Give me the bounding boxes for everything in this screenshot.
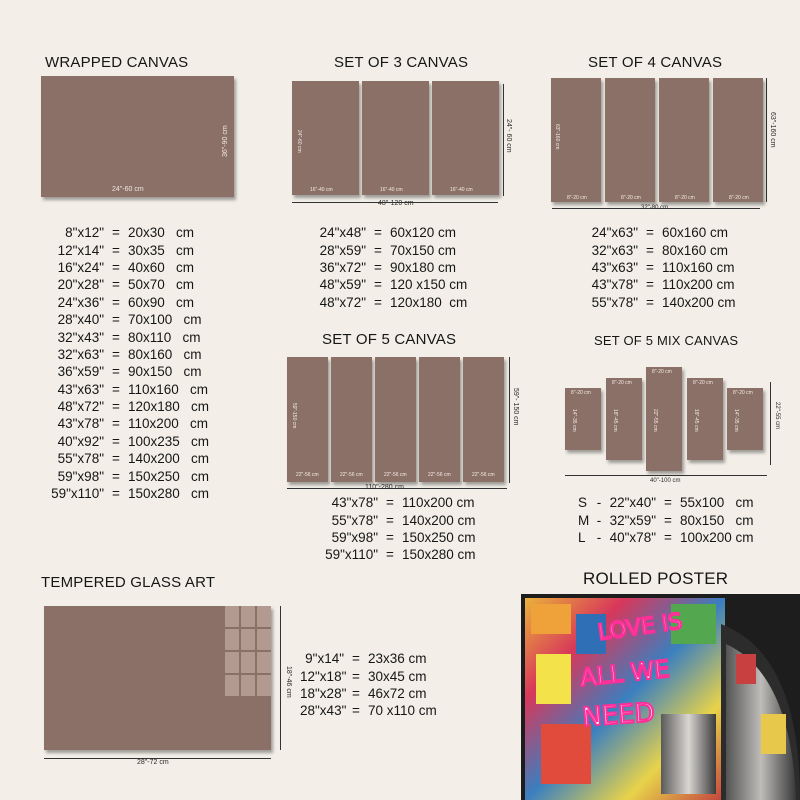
size-row bbox=[48, 328, 248, 345]
size-inches: 18"x28" bbox=[300, 685, 347, 701]
poster-text-line-3: NEED bbox=[581, 698, 656, 733]
set5-panel-width-label: 22"-56 cm bbox=[384, 472, 407, 478]
set5-panel-width-label: 22"-56 cm bbox=[340, 472, 363, 478]
size-cm: 120x180 cm bbox=[390, 294, 468, 310]
size-row bbox=[578, 511, 780, 528]
set5-size-list bbox=[318, 494, 522, 564]
size-cm: 90x180 cm bbox=[390, 259, 457, 275]
mix-height-line bbox=[770, 382, 771, 465]
size-row bbox=[48, 381, 248, 398]
size-equals: = bbox=[112, 312, 120, 328]
size-row bbox=[48, 311, 248, 328]
size-row bbox=[590, 294, 772, 311]
size-inches: 59"x98" bbox=[57, 468, 104, 484]
size-row bbox=[318, 529, 522, 546]
glass-height-line bbox=[280, 606, 281, 750]
size-inches: 28"x59" bbox=[319, 242, 366, 258]
size-equals: = bbox=[646, 242, 654, 258]
size-equals: = bbox=[112, 277, 120, 293]
size-equals: = bbox=[352, 668, 360, 684]
set4-panel-width-label: 8"-20 cm bbox=[729, 195, 749, 201]
size-inches: 32"x59" bbox=[609, 512, 656, 528]
size-inches: 12"x14" bbox=[57, 242, 104, 258]
size-cm: 60x120 cm bbox=[390, 225, 457, 241]
size-inches: 36"x59" bbox=[57, 364, 104, 380]
glass-width-label: 28"-72 cm bbox=[137, 759, 169, 766]
size-inches: 16"x24" bbox=[57, 259, 104, 275]
size-equals: = bbox=[664, 495, 672, 511]
size-inches: 43"x78" bbox=[331, 495, 378, 511]
poster-text-line-2: ALL WE bbox=[578, 654, 671, 692]
size-cm: 50x70 cm bbox=[128, 277, 195, 293]
size-cm: 110x200 cm bbox=[662, 277, 735, 293]
size-inches: 59"x98" bbox=[331, 529, 378, 545]
size-inches: 32"x63" bbox=[591, 242, 638, 258]
size-equals: = bbox=[664, 529, 672, 545]
size-inches: 43"x63" bbox=[591, 259, 638, 275]
set5-panel-width-label: 22"-56 cm bbox=[296, 472, 319, 478]
size-inches: 48"x59" bbox=[319, 277, 366, 293]
mix-size-list bbox=[578, 494, 780, 546]
size-equals: = bbox=[374, 242, 382, 258]
size-row bbox=[300, 650, 478, 667]
size-cm: 140x200 cm bbox=[128, 451, 210, 467]
size-equals: = bbox=[374, 259, 382, 275]
size-separator: - bbox=[596, 512, 602, 528]
set3-height-line bbox=[503, 84, 504, 196]
set3-title: SET OF 3 CANVAS bbox=[334, 54, 469, 71]
set5-panel-width-label: 22"-56 cm bbox=[472, 472, 495, 478]
mix-panel-width-label: 8"-20 cm bbox=[612, 380, 632, 386]
size-row bbox=[318, 224, 500, 241]
size-inches: 32"x43" bbox=[57, 329, 104, 345]
size-row bbox=[300, 685, 478, 702]
size-equals: = bbox=[112, 416, 120, 432]
size-cm: 150x280 cm bbox=[128, 486, 210, 502]
set4-panel-width-label: 8"-20 cm bbox=[567, 195, 587, 201]
size-row bbox=[48, 450, 248, 467]
size-inches: 40"x78" bbox=[609, 529, 656, 545]
size-equals: = bbox=[646, 225, 654, 241]
size-row bbox=[590, 241, 772, 258]
size-row bbox=[48, 415, 248, 432]
size-letter: S bbox=[578, 495, 588, 511]
poster-text-line-1: LOVE IS bbox=[596, 609, 684, 646]
set5-panel-width-label: 22"-56 cm bbox=[428, 472, 451, 478]
set4-height-line bbox=[766, 78, 767, 202]
size-inches: 43"x78" bbox=[57, 416, 104, 432]
size-row bbox=[318, 241, 500, 258]
size-equals: = bbox=[112, 433, 120, 449]
size-cm: 150x280 cm bbox=[402, 547, 476, 563]
mix-panel-width-label: 8"-20 cm bbox=[571, 390, 591, 396]
size-cm: 20x30 cm bbox=[128, 225, 195, 241]
set5-panel bbox=[463, 357, 504, 482]
size-row bbox=[318, 546, 522, 563]
size-equals: = bbox=[112, 329, 120, 345]
size-cm: 60x160 cm bbox=[662, 225, 729, 241]
size-equals: = bbox=[112, 468, 120, 484]
size-cm: 150x250 cm bbox=[128, 468, 210, 484]
size-row bbox=[578, 529, 780, 546]
mix-panel-height-label: 18"-45 cm bbox=[693, 409, 699, 432]
rolled-poster-image bbox=[521, 594, 800, 800]
size-equals: = bbox=[112, 346, 120, 362]
size-cm: 140x200 cm bbox=[662, 294, 736, 310]
size-equals: = bbox=[352, 651, 360, 667]
set3-total-width-label: 48"-120 cm bbox=[378, 200, 414, 207]
size-equals: = bbox=[112, 486, 120, 502]
size-equals: = bbox=[646, 277, 654, 293]
set3-size-list bbox=[318, 224, 500, 311]
wrapped-width-label: 24"-60 cm bbox=[112, 186, 144, 193]
size-row bbox=[318, 259, 500, 276]
size-inches: 20"x28" bbox=[57, 277, 104, 293]
size-inches: 32"x63" bbox=[57, 346, 104, 362]
size-row bbox=[578, 494, 780, 511]
size-cm: 30x35 cm bbox=[128, 242, 195, 258]
size-row bbox=[48, 294, 248, 311]
size-equals: = bbox=[112, 364, 120, 380]
size-inches: 12"x18" bbox=[300, 668, 347, 684]
size-cm: 80x160 cm bbox=[662, 242, 729, 258]
glass-reflection bbox=[225, 606, 271, 696]
size-equals: = bbox=[112, 242, 120, 258]
mix-panel-width-label: 8"-20 cm bbox=[693, 380, 713, 386]
size-cm: 150x250 cm bbox=[402, 529, 476, 545]
set4-panel-width-label: 8"-20 cm bbox=[621, 195, 641, 201]
size-equals: = bbox=[646, 294, 654, 310]
size-cm: 40x60 cm bbox=[128, 259, 195, 275]
mix-width-line bbox=[565, 475, 767, 476]
set5-panel bbox=[375, 357, 416, 482]
size-row bbox=[48, 485, 248, 502]
set5-panel bbox=[419, 357, 460, 482]
size-row bbox=[48, 363, 248, 380]
set4-panel bbox=[659, 78, 709, 202]
size-inches: 9"x14" bbox=[305, 651, 344, 667]
set3-panel-width-label: 16"-40 cm bbox=[310, 187, 333, 193]
set4-panel-height-label: 63"-160 cm bbox=[554, 124, 560, 150]
set3-total-height-label: 24"- 60 cm bbox=[505, 119, 512, 153]
size-inches: 28"x43" bbox=[300, 703, 347, 719]
size-cm: 120 x150 cm bbox=[390, 277, 468, 293]
size-equals: = bbox=[112, 259, 120, 275]
size-equals: = bbox=[386, 495, 394, 511]
size-inches: 55"x78" bbox=[591, 294, 638, 310]
set3-panel-width-label: 16"-40 cm bbox=[450, 187, 473, 193]
size-row bbox=[590, 224, 772, 241]
size-equals: = bbox=[374, 225, 382, 241]
size-cm: 110x200 cm bbox=[402, 495, 475, 511]
size-cm: 110x200 cm bbox=[128, 416, 209, 432]
size-row bbox=[318, 511, 522, 528]
set3-panel bbox=[432, 81, 499, 195]
set3-panel bbox=[292, 81, 359, 195]
size-separator: - bbox=[596, 495, 602, 511]
set4-panel bbox=[713, 78, 763, 202]
size-letter: M bbox=[578, 512, 590, 528]
set4-title: SET OF 4 CANVAS bbox=[588, 54, 723, 71]
mix-title: SET OF 5 MIX CANVAS bbox=[594, 333, 739, 348]
size-cm: 30x45 cm bbox=[368, 668, 427, 684]
size-row bbox=[48, 241, 248, 258]
set4-size-list bbox=[590, 224, 772, 311]
size-inches: 40"x92" bbox=[57, 433, 104, 449]
size-inches: 24"x63" bbox=[591, 225, 638, 241]
size-equals: = bbox=[112, 225, 120, 241]
size-cm: 80x110 cm bbox=[128, 329, 201, 345]
size-equals: = bbox=[112, 381, 120, 397]
glass-title: TEMPERED GLASS ART bbox=[41, 574, 216, 591]
set3-panel bbox=[362, 81, 429, 195]
size-inches: 59"x110" bbox=[325, 547, 378, 563]
set5-height-line bbox=[509, 357, 510, 483]
mix-panel-width-label: 8"-20 cm bbox=[652, 369, 672, 375]
size-equals: = bbox=[386, 547, 394, 563]
size-cm: 55x100 cm bbox=[680, 495, 754, 511]
size-inches: 24"x48" bbox=[319, 225, 366, 241]
size-row bbox=[48, 276, 248, 293]
size-letter: L bbox=[578, 529, 586, 545]
size-inches: 48"x72" bbox=[57, 399, 104, 415]
glass-height-label: 18"-46 cm bbox=[285, 666, 292, 698]
size-row bbox=[48, 259, 248, 276]
size-inches: 43"x78" bbox=[591, 277, 638, 293]
size-equals: = bbox=[352, 685, 360, 701]
size-row bbox=[590, 276, 772, 293]
size-cm: 23x36 cm bbox=[368, 651, 427, 667]
set4-total-height-label: 63"-160 cm bbox=[769, 112, 776, 148]
size-row bbox=[590, 259, 772, 276]
size-row bbox=[48, 398, 248, 415]
size-equals: = bbox=[374, 294, 382, 310]
size-equals: = bbox=[352, 703, 360, 719]
wrapped-size-list bbox=[48, 224, 248, 502]
size-equals: = bbox=[664, 512, 672, 528]
size-equals: = bbox=[112, 399, 120, 415]
mix-panel-width-label: 8"-20 cm bbox=[733, 390, 753, 396]
set5-total-height-label: 59"- 150 cm bbox=[512, 388, 519, 426]
size-equals: = bbox=[112, 294, 120, 310]
size-cm: 46x72 cm bbox=[368, 685, 427, 701]
size-equals: = bbox=[112, 451, 120, 467]
size-row bbox=[48, 433, 248, 450]
size-row bbox=[318, 294, 500, 311]
size-cm: 110x160 cm bbox=[662, 259, 735, 275]
size-inches: 43"x63" bbox=[57, 381, 104, 397]
size-row bbox=[318, 494, 522, 511]
size-row bbox=[300, 702, 478, 719]
size-cm: 80x160 cm bbox=[128, 346, 202, 362]
set3-panel-width-label: 16"-40 cm bbox=[380, 187, 403, 193]
size-equals: = bbox=[374, 277, 382, 293]
wrapped-canvas-preview bbox=[41, 76, 234, 197]
size-equals: = bbox=[386, 512, 394, 528]
size-equals: = bbox=[386, 529, 394, 545]
set5-title: SET OF 5 CANVAS bbox=[322, 331, 457, 348]
size-cm: 120x180 cm bbox=[128, 399, 210, 415]
mix-total-width-label: 40"-100 cm bbox=[650, 478, 681, 484]
size-cm: 80x150 cm bbox=[680, 512, 754, 528]
set3-panel-height-label: 24"-60 cm bbox=[296, 130, 302, 153]
size-inches: 48"x72" bbox=[319, 294, 366, 310]
wrapped-height-label: 36"-90 cm bbox=[222, 125, 229, 157]
size-row bbox=[48, 224, 248, 241]
size-inches: 55"x78" bbox=[331, 512, 378, 528]
size-inches: 8"x12" bbox=[65, 225, 104, 241]
size-cm: 110x160 cm bbox=[128, 381, 209, 397]
size-cm: 100x235 cm bbox=[128, 433, 210, 449]
set4-panel-width-label: 8"-20 cm bbox=[675, 195, 695, 201]
mix-total-height-label: 22"-55 cm bbox=[774, 402, 780, 430]
set4-panel bbox=[605, 78, 655, 202]
size-inches: 59"x110" bbox=[51, 486, 104, 502]
size-row bbox=[48, 467, 248, 484]
size-row bbox=[300, 667, 478, 684]
mix-panel-height-label: 18"-45 cm bbox=[612, 409, 618, 432]
size-inches: 36"x72" bbox=[319, 259, 366, 275]
set5-total-width-label: 110"-280 cm bbox=[365, 484, 404, 491]
size-cm: 140x200 cm bbox=[402, 512, 476, 528]
size-cm: 70 x110 cm bbox=[368, 703, 437, 719]
size-cm: 70x150 cm bbox=[390, 242, 457, 258]
set4-total-width-label: 32"-80 cm bbox=[641, 205, 669, 211]
size-cm: 90x150 cm bbox=[128, 364, 202, 380]
size-inches: 24"x36" bbox=[57, 294, 104, 310]
glass-size-list bbox=[300, 650, 478, 720]
size-cm: 100x200 cm bbox=[680, 529, 754, 545]
size-cm: 70x100 cm bbox=[128, 312, 202, 328]
mix-panel-height-label: 14"-35 cm bbox=[571, 409, 577, 432]
size-cm: 60x90 cm bbox=[128, 294, 195, 310]
poster-title: ROLLED POSTER bbox=[583, 569, 729, 588]
size-row bbox=[48, 346, 248, 363]
size-inches: 28"x40" bbox=[57, 312, 104, 328]
size-separator: - bbox=[596, 529, 602, 545]
mix-panel-height-label: 14"-35 cm bbox=[733, 409, 739, 432]
set5-panel-height-label: 59"-150 cm bbox=[291, 403, 297, 429]
size-equals: = bbox=[646, 259, 654, 275]
set5-panel bbox=[331, 357, 372, 482]
wrapped-canvas-title: WRAPPED CANVAS bbox=[45, 54, 189, 71]
size-inches: 22"x40" bbox=[609, 495, 656, 511]
mix-panel-height-label: 22"-55 cm bbox=[652, 409, 658, 432]
size-inches: 55"x78" bbox=[57, 451, 104, 467]
size-row bbox=[318, 276, 500, 293]
